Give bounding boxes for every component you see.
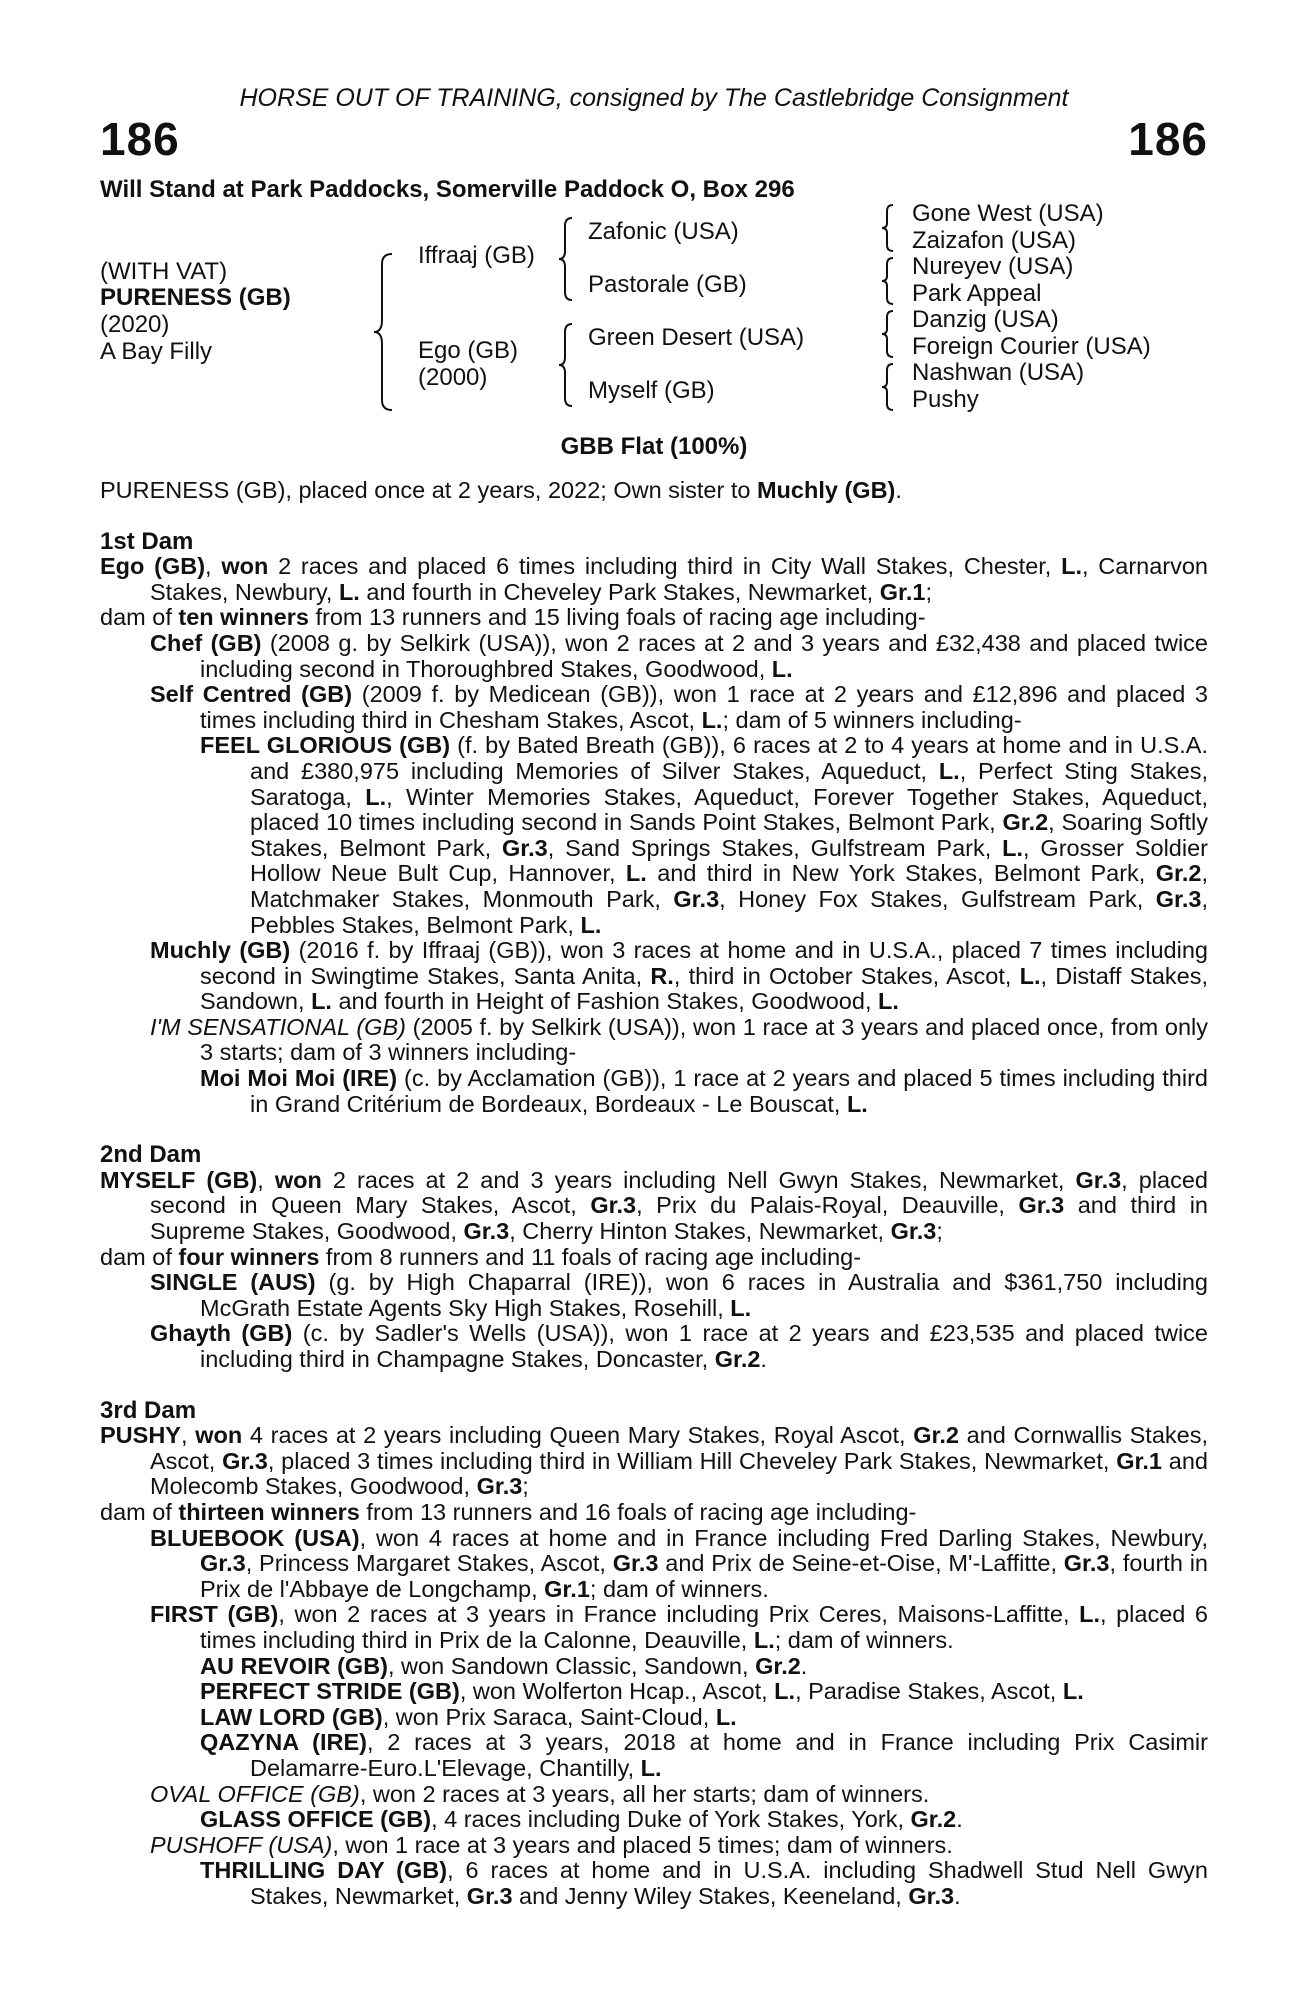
stand-location: Will Stand at Park Paddocks, Somerville Paddock O, Box 296 <box>100 176 795 203</box>
text-segment: L. <box>338 578 360 605</box>
text-segment: , Carnarvon Stakes, Newbury, <box>150 553 1209 605</box>
text-segment: , Distaff Stakes, Sandown, <box>200 962 1208 1015</box>
text-segment: , won Sandown Classic, Sandown, <box>388 1652 756 1679</box>
vat-note: (WITH VAT) <box>100 258 228 285</box>
text-segment: . <box>956 1806 963 1833</box>
grandsire-dam: Green Desert (USA) <box>588 324 805 351</box>
text-segment: L. <box>640 1754 662 1781</box>
text-segment: , won Prix Saraca, Saint-Cloud, <box>382 1703 716 1730</box>
text-segment: L. <box>1062 1678 1084 1705</box>
entry-paragraph <box>100 1526 1208 1603</box>
text-segment: Gr.1 <box>1116 1447 1162 1474</box>
entry-paragraph <box>100 1782 1208 1808</box>
text-segment: , won 2 races at 3 years, all her starts; dam of winners. <box>359 1780 930 1807</box>
text-segment: 3rd Dam <box>100 1396 197 1424</box>
text-segment: L. <box>1079 1601 1100 1628</box>
text-segment: L. <box>701 706 723 733</box>
dam-heading <box>100 529 1208 555</box>
text-segment: Gr.3 <box>476 1473 523 1500</box>
entry-paragraph <box>100 605 1208 631</box>
great-grandparent: Pushy <box>912 386 979 413</box>
produce-record <box>100 478 1208 1909</box>
entry-paragraph <box>100 1066 1208 1117</box>
entry-paragraph <box>100 1245 1208 1271</box>
text-segment: won <box>221 553 269 580</box>
dam: Ego (GB) <box>418 337 519 364</box>
text-segment: from 13 runners and 15 living foals of racing age including- <box>308 604 926 631</box>
text-segment: MYSELF (GB) <box>100 1166 258 1193</box>
text-segment: Gr.3 <box>502 834 548 861</box>
great-grandparent: Danzig (USA) <box>912 306 1059 333</box>
text-segment: won <box>274 1166 322 1193</box>
text-segment: , Prix du Palais-Royal, Deauville, <box>636 1192 1019 1219</box>
text-segment: QAZYNA (IRE) <box>200 1729 367 1756</box>
granddam-sire: Pastorale (GB) <box>588 271 747 298</box>
entry-paragraph <box>100 1321 1208 1372</box>
text-segment: ; <box>936 1218 943 1245</box>
text-segment: , Sand Springs Stakes, Gulfstream Park, <box>547 834 1003 861</box>
text-segment: , placed second in Queen Mary Stakes, Ascot, <box>150 1166 1208 1219</box>
text-segment: OVAL OFFICE (GB) <box>150 1780 360 1807</box>
text-segment: Gr.3 <box>463 1218 510 1245</box>
text-segment: L. <box>846 1090 868 1117</box>
dam-heading <box>100 1142 1208 1168</box>
text-segment: Gr.3 <box>200 1550 246 1577</box>
text-segment: SINGLE (AUS) <box>150 1269 316 1296</box>
ggs-brace-2 <box>880 256 898 306</box>
text-segment: , <box>205 553 222 580</box>
entry-paragraph <box>100 733 1208 938</box>
ggs-brace-3 <box>880 309 898 359</box>
text-segment: Gr.3 <box>673 885 720 912</box>
text-segment: , 6 races at home and in U.S.A. including Shadwell Stud Nell Gwyn Stakes, Newmarket, <box>250 1857 1208 1909</box>
text-segment: ; <box>925 578 932 605</box>
text-segment: , Perfect Sting Stakes, Saratoga, <box>250 757 1209 810</box>
text-segment: PERFECT STRIDE (GB) <box>200 1678 460 1705</box>
text-segment: , won 4 races at home and in France including Fred Darling Stakes, Newbury, <box>359 1524 1208 1551</box>
text-segment: Gr.3 <box>1018 1192 1065 1219</box>
text-segment: Gr.2 <box>1155 860 1202 887</box>
text-segment: 2 races at 2 and 3 years including Nell Gwyn Stakes, Newmarket, <box>321 1166 1076 1193</box>
great-grandparent: Zaizafon (USA) <box>912 227 1077 254</box>
text-segment: L. <box>625 860 647 887</box>
text-segment: Gr.3 <box>222 1447 268 1474</box>
text-segment: (2008 g. by Selkirk (USA)), won 2 races at 2 and 3 years and £32,438 and placed twice including second in Thoroughbred Stakes, Goodwood, <box>200 629 1209 682</box>
entry-paragraph <box>100 1833 1208 1859</box>
entry-paragraph <box>100 478 1208 504</box>
text-segment: L. <box>1019 962 1041 989</box>
entry-paragraph <box>100 1858 1208 1909</box>
text-segment: , Princess Margaret Stakes, Ascot, <box>245 1550 613 1577</box>
text-segment: R. <box>650 962 674 989</box>
great-grandparent: Gone West (USA) <box>912 200 1104 227</box>
text-segment: PURENESS (GB), placed once at 2 years, 2022; Own sister to <box>100 477 757 503</box>
entry-paragraph <box>100 554 1208 605</box>
text-segment: Gr.1 <box>544 1575 590 1602</box>
text-segment: and fourth in Cheveley Park Stakes, Newmarket, <box>359 578 880 605</box>
entry-paragraph <box>100 1679 1208 1705</box>
text-segment: LAW LORD (GB) <box>200 1703 383 1730</box>
entry-paragraph <box>100 1705 1208 1731</box>
text-segment: Gr.3 <box>612 1550 659 1577</box>
sire-parents-brace <box>556 216 578 302</box>
entry-paragraph <box>100 1654 1208 1680</box>
text-segment: THRILLING DAY (GB) <box>200 1857 448 1884</box>
text-segment: Ego (GB) <box>100 553 206 580</box>
text-segment: won <box>195 1422 243 1449</box>
text-segment: , Soaring Softly Stakes, Belmont Park, <box>250 809 1209 861</box>
text-segment: L. <box>938 757 960 784</box>
text-segment: Gr.2 <box>910 1806 957 1833</box>
ggs-brace-1 <box>880 203 898 253</box>
text-segment: Chef (GB) <box>150 629 262 656</box>
text-segment: , won 2 races at 3 years in France including Prix Ceres, Maisons-Laffitte, <box>278 1601 1080 1628</box>
text-segment: . <box>954 1882 961 1909</box>
text-segment: PUSHY <box>100 1422 181 1449</box>
text-segment: Gr.3 <box>590 1192 637 1219</box>
entry-paragraph <box>100 1423 1208 1500</box>
text-segment: L. <box>771 655 793 682</box>
text-segment: Gr.3 <box>1063 1550 1110 1577</box>
text-segment: , Cherry Hinton Stakes, Newmarket, <box>509 1218 891 1245</box>
text-segment: Gr.3 <box>1155 885 1202 912</box>
text-segment: L. <box>878 988 899 1015</box>
great-grandparent: Nureyev (USA) <box>912 253 1074 280</box>
consignment-line: HORSE OUT OF TRAINING, consigned by The Castlebridge Consignment <box>239 84 1069 112</box>
text-segment: (f. by Bated Breath (GB)), 6 races at 2 to 4 years at home and in U.S.A. and £380,975 including Memories of Silver Stakes, Aqueduct, <box>250 732 1209 784</box>
text-segment: four winners <box>178 1243 320 1270</box>
text-segment: AU REVOIR (GB) <box>200 1652 388 1679</box>
text-segment: Ghayth (GB) <box>150 1320 293 1347</box>
text-segment: Gr.3 <box>1075 1166 1122 1193</box>
entry-paragraph <box>100 1602 1208 1653</box>
text-segment: Gr.2 <box>1002 809 1049 836</box>
lot-number-left: 186 <box>100 113 180 165</box>
great-grandparent: Park Appeal <box>912 280 1042 307</box>
text-segment: Gr.1 <box>879 578 926 605</box>
text-segment: , 2 races at 3 years, 2018 at home and in France including Prix Casimir Delamarre-Euro.L'Elevage, Chantilly, <box>250 1729 1208 1781</box>
text-segment: BLUEBOOK (USA) <box>150 1524 360 1551</box>
entry-paragraph <box>100 1015 1208 1066</box>
great-grandparent: Nashwan (USA) <box>912 359 1085 386</box>
text-segment: ; <box>522 1473 529 1500</box>
text-segment: dam of <box>100 604 179 631</box>
gbb-subtitle: GBB Flat (100%) <box>560 433 748 460</box>
sire: Iffraaj (GB) <box>418 242 535 269</box>
text-segment: 2nd Dam <box>100 1141 202 1169</box>
text-segment: I'M SENSATIONAL (GB) <box>150 1013 406 1040</box>
text-segment: L. <box>753 1626 775 1653</box>
grandsire-sire: Zafonic (USA) <box>588 218 739 245</box>
text-segment: L. <box>1061 553 1082 580</box>
text-segment: Muchly (GB) <box>756 477 896 503</box>
entry-paragraph <box>100 631 1208 682</box>
horse-year: (2020) <box>100 311 170 338</box>
text-segment: Self Centred (GB) <box>150 681 353 708</box>
great-grandparent: Foreign Courier (USA) <box>912 333 1151 360</box>
entry-paragraph <box>100 1168 1208 1245</box>
text-segment: and third in Supreme Stakes, Goodwood, <box>150 1192 1208 1245</box>
text-segment: ; dam of 5 winners including- <box>722 706 1022 733</box>
text-segment: , Winter Memories Stakes, Aqueduct, Forever Together Stakes, Aqueduct, placed 10 times including second in Sands Point Stakes, Belmont Park, <box>250 783 1208 836</box>
entry-paragraph <box>100 1270 1208 1321</box>
entry-paragraph <box>100 1730 1208 1781</box>
text-segment: , placed 3 times including third in William Hill Cheveley Park Stakes, Newmarket, <box>267 1447 1117 1474</box>
entry-paragraph <box>100 938 1208 1015</box>
text-segment: ; dam of winners. <box>589 1575 769 1602</box>
ggs-brace-4 <box>880 362 898 412</box>
text-segment: PUSHOFF (USA) <box>150 1831 333 1858</box>
text-segment: , third in October Stakes, Ascot, <box>673 962 1020 989</box>
text-segment: from 13 runners and 16 foals of racing age including- <box>359 1498 917 1525</box>
text-segment: , Matchmaker Stakes, Monmouth Park, <box>250 860 1208 912</box>
sire-dam-brace <box>370 252 400 412</box>
text-segment: L. <box>365 783 387 810</box>
text-segment: from 8 runners and 11 foals of racing age including- <box>319 1243 862 1270</box>
text-segment: ten winners <box>178 604 309 631</box>
horse-name: PURENESS (GB) <box>100 284 291 311</box>
text-segment: ; dam of winners. <box>774 1626 954 1653</box>
dam-parents-brace <box>556 322 578 408</box>
text-segment: (2005 f. by Selkirk (USA)), won 1 race at 3 years and placed once, from only 3 starts; dam of 3 winners including- <box>200 1013 1208 1066</box>
text-segment: (2009 f. by Medicean (GB)), won 1 race at 2 years and £12,896 and placed 3 times including third in Chesham Stakes, Ascot, <box>200 681 1208 733</box>
text-segment: , <box>257 1166 275 1193</box>
text-segment: . <box>895 477 902 503</box>
entry-paragraph <box>100 1500 1208 1526</box>
text-segment: (2016 f. by Iffraaj (GB)), won 3 races at home and in U.S.A., placed 7 times including second in Swingtime Stakes, Santa Anita, <box>200 937 1208 989</box>
text-segment: Muchly (GB) <box>150 937 291 964</box>
dam-heading <box>100 1398 1208 1424</box>
text-segment: . <box>760 1346 767 1372</box>
entry-paragraph <box>100 682 1208 733</box>
lot-number-right: 186 <box>1128 113 1208 165</box>
text-segment: L. <box>715 1703 737 1730</box>
granddam-dam: Myself (GB) <box>588 377 715 404</box>
text-segment: Gr.2 <box>913 1422 959 1449</box>
text-segment: Gr.3 <box>908 1882 955 1909</box>
text-segment: L. <box>311 988 332 1015</box>
text-segment: , Grosser Soldier Hollow Neue Bult Cup, Hannover, <box>250 834 1208 887</box>
text-segment: , Honey Fox Stakes, Gulfstream Park, <box>719 885 1156 912</box>
text-segment: Gr.2 <box>714 1346 761 1372</box>
text-segment: L. <box>580 911 602 938</box>
text-segment: FIRST (GB) <box>150 1601 279 1628</box>
text-segment: (c. by Acclamation (GB)), 1 race at 2 years and placed 5 times including third in Grand Critérium de Bordeaux, Bordeaux - Le Bouscat, <box>250 1065 1208 1117</box>
text-segment: , 4 races including Duke of York Stakes, York, <box>431 1806 911 1833</box>
text-segment: L. <box>1002 834 1024 861</box>
dam-year: (2000) <box>418 364 488 391</box>
text-segment: , won Wolferton Hcap., Ascot, <box>459 1678 775 1705</box>
text-segment: FEEL GLORIOUS (GB) <box>200 732 451 759</box>
text-segment: Moi Moi Moi (IRE) <box>200 1065 398 1092</box>
text-segment: (g. by High Chaparral (IRE)), won 6 races in Australia and $361,750 including McGrath Estate Agents Sky High Stakes, Rosehill, <box>200 1269 1208 1321</box>
text-segment: 4 races at 2 years including Queen Mary Stakes, Royal Ascot, <box>242 1422 914 1449</box>
text-segment: (c. by Sadler's Wells (USA)), won 1 race at 2 years and £23,535 and placed twice including third in Champagne Stakes, Doncaster, <box>200 1320 1208 1372</box>
text-segment: , Paradise Stakes, Ascot, <box>795 1678 1063 1705</box>
text-segment: Gr.2 <box>755 1652 801 1679</box>
text-segment: and Molecomb Stakes, Goodwood, <box>150 1447 1208 1500</box>
horse-description: A Bay Filly <box>100 338 213 365</box>
text-segment: 2 races and placed 6 times including third in City Wall Stakes, Chester, <box>268 553 1062 580</box>
pedigree-table <box>100 202 1208 430</box>
text-segment: thirteen winners <box>178 1498 360 1525</box>
entry-paragraph <box>100 1807 1208 1833</box>
text-segment: dam of <box>100 1498 179 1525</box>
text-segment: L. <box>730 1294 752 1321</box>
text-segment: and third in New York Stakes, Belmont Park, <box>646 860 1156 887</box>
text-segment: , Pebbles Stakes, Belmont Park, <box>250 885 1208 938</box>
text-segment: L. <box>774 1678 796 1705</box>
text-segment: and Prix de Seine-et-Oise, M'-Laffitte, <box>658 1550 1064 1577</box>
text-segment: Gr.3 <box>890 1218 937 1245</box>
text-segment: and Jenny Wiley Stakes, Keeneland, <box>512 1882 909 1909</box>
text-segment: and Cornwallis Stakes, Ascot, <box>150 1422 1209 1474</box>
text-segment: , placed 6 times including third in Prix de la Calonne, Deauville, <box>200 1601 1208 1653</box>
text-segment: , fourth in Prix de l'Abbaye de Longchamp, <box>200 1550 1208 1602</box>
text-segment: . <box>800 1652 808 1679</box>
text-segment: Gr.3 <box>466 1882 513 1909</box>
text-segment: and fourth in Height of Fashion Stakes, Goodwood, <box>331 988 879 1015</box>
text-segment: 1st Dam <box>100 527 194 555</box>
text-segment: GLASS OFFICE (GB) <box>200 1806 432 1833</box>
text-segment: , <box>180 1422 196 1449</box>
text-segment: , won 1 race at 3 years and placed 5 times; dam of winners. <box>332 1831 953 1858</box>
text-segment: dam of <box>100 1243 179 1270</box>
